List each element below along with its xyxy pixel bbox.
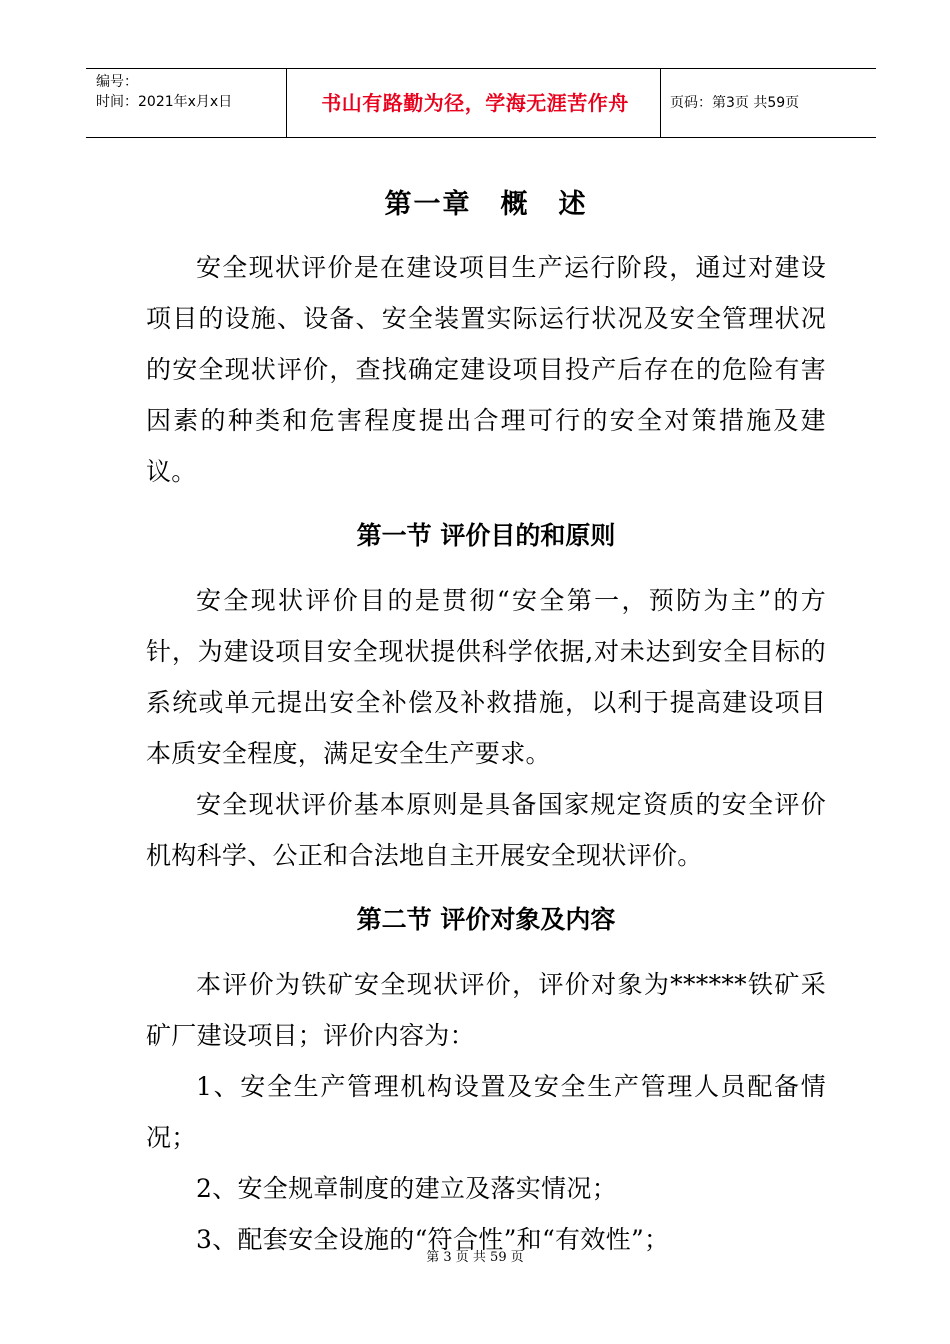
section1-title: 第一节 评价目的和原则 [356, 521, 616, 550]
header-motto: 书山有路勤为径，学海无涯苦作舟 [321, 91, 629, 115]
spacer [146, 234, 826, 242]
header-number-label: 编号： [96, 74, 138, 90]
section2-title: 第二节 评价对象及内容 [356, 905, 616, 934]
header-meta [96, 72, 232, 112]
header-page-info: 页码：第3页 共59页 [670, 95, 800, 111]
header-divider-right [660, 69, 661, 137]
document-body [146, 176, 826, 1265]
section2-list-item-3: 3、配套安全设施的“符合性”和“有效性”； [196, 1225, 670, 1254]
section2-list-item-1: 1、安全生产管理机构设置及安全生产管理人员配备情况； [146, 1072, 826, 1152]
page-footer: 第 3 页 共 59 页 [426, 1250, 524, 1265]
chapter-title: 第一章 概 述 [384, 189, 588, 220]
chapter-paragraph: 安全现状评价是在建设项目生产运行阶段，通过对建设项目的设施、设备、安全装置实际运行状况及安全管理状况的安全现状评价，查找确定建设项目投产后存在的危险有害因素的种类和危害程度提出合理可行的安全对策措施及建议。 [146, 253, 826, 486]
page-header [86, 68, 876, 138]
header-divider-left [286, 69, 287, 137]
section1-paragraph-2: 安全现状评价基本原则是具备国家规定资质的安全评价机构科学、公正和合法地自主开展安全现状评价。 [146, 790, 826, 870]
section2-list-item-2: 2、安全规章制度的建立及落实情况； [196, 1174, 618, 1203]
section1-paragraph-1: 安全现状评价目的是贯彻“安全第一，预防为主”的方针，为建设项目安全现状提供科学依据,对未达到安全目标的系统或单元提出安全补偿及补救措施，以利于提高建设项目本质安全程度，满足安全生产要求。 [146, 586, 826, 768]
section2-paragraph-1: 本评价为铁矿安全现状评价，评价对象为******铁矿采矿厂建设项目；评价内容为： [146, 970, 826, 1050]
header-time-label: 时间：2021年x月x日 [96, 94, 233, 110]
